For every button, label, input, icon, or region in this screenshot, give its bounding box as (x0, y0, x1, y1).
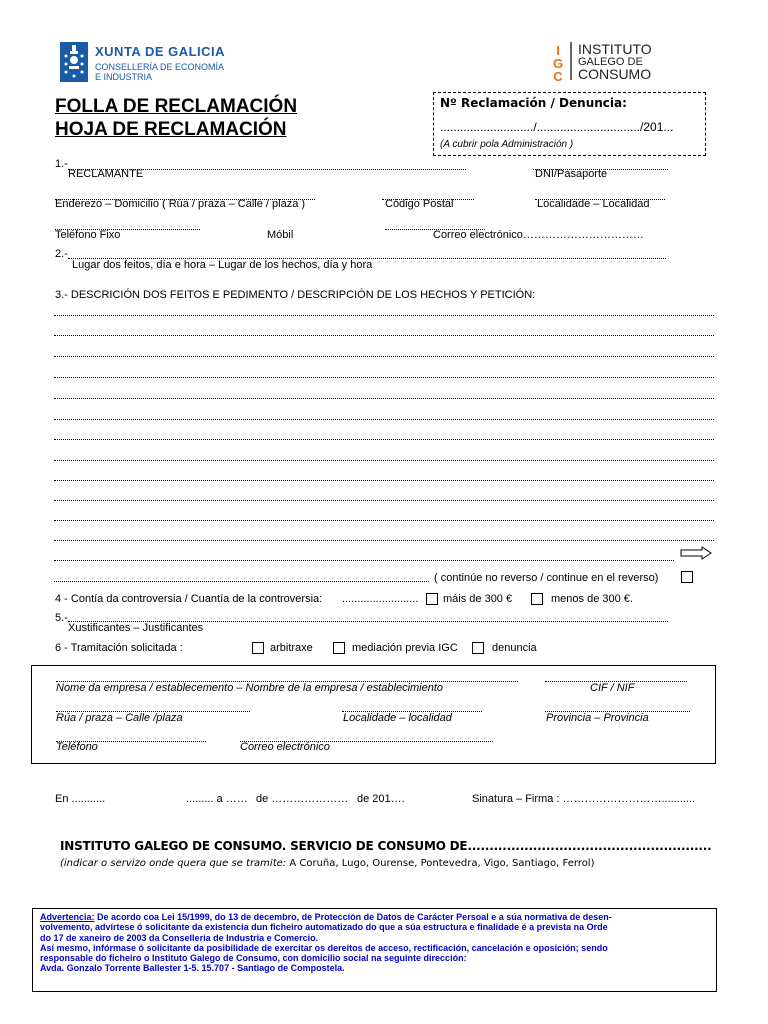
igc-logo-mark (548, 42, 568, 82)
codigo-postal-label: Código Postal (385, 198, 454, 210)
svg-text:I: I (556, 43, 560, 58)
company-name-label: Nome da empresa / establecemento – Nombre de la empresa / establecimiento (56, 682, 444, 694)
service-note (60, 858, 595, 869)
service-title[interactable]: INSTITUTO GALEGO DE CONSUMO. SERVICIO DE CONSUMO DE........................................................ (60, 839, 712, 853)
section2-number: 2.- (55, 248, 68, 260)
igc-line3: CONSUMO (578, 66, 652, 82)
more-than-300-checkbox[interactable] (426, 593, 438, 605)
warning-line1 (40, 912, 710, 922)
xunta-name: XUNTA DE GALICIA (95, 44, 226, 59)
xunta-logo (60, 42, 88, 82)
igc-logo-icon (548, 42, 568, 82)
igc-divider (570, 42, 572, 80)
company-correo-label: Correo electrónico (240, 741, 330, 753)
description-line[interactable] (54, 335, 714, 336)
section5-number: 5.- (55, 612, 68, 624)
description-line[interactable] (54, 500, 714, 501)
svg-text:C: C (553, 69, 563, 82)
description-line[interactable] (54, 560, 674, 561)
continue-arrow-icon (680, 546, 712, 565)
section2-label: Lugar dos feitos, día e hora – Lugar de los hechos, día y hora (72, 259, 373, 271)
description-line[interactable] (54, 460, 714, 461)
warning-line2: volvemento, advírtese ó solicitante da existencia dun ficheiro automatizado do que a súa estructura e finalidade é a prevista na Orde (40, 922, 608, 933)
description-line[interactable] (54, 439, 714, 440)
company-rua-label: Rúa / praza – Calle /plaza (56, 712, 183, 724)
description-line[interactable] (54, 581, 429, 582)
warning-line5: responsable do ficheiro o Instituto Galego de Consumo, con domicilio social na seguinte dirección: (40, 953, 467, 964)
signature-sinatura[interactable]: Sinatura – Firma : ………………………........... (472, 793, 696, 805)
xunta-shield-icon (60, 42, 88, 82)
mediacion-label: mediación previa IGC (352, 642, 458, 654)
admin-box-number-line[interactable]: ............................/.............................../201... (440, 120, 674, 134)
section1-number: 1.- (55, 158, 68, 170)
mediacion-checkbox[interactable] (333, 642, 345, 654)
signature-de1[interactable]: de ………………… (256, 793, 349, 805)
arbitraxe-checkbox[interactable] (252, 642, 264, 654)
xunta-dept-line2: E INDUSTRIA (95, 72, 153, 82)
reclamante-label: RECLAMANTE (68, 168, 144, 180)
admin-box-label: Nº Reclamación / Denuncia: (440, 96, 627, 110)
less-than-300-label: menos de 300 €. (551, 593, 633, 605)
warning-line6: Avda. Gonzalo Torrente Ballester 1-5. 15.707 - Santiago de Compostela. (40, 963, 345, 974)
arbitraxe-label: arbitraxe (270, 642, 313, 654)
description-line[interactable] (54, 315, 714, 316)
warning-line3: do 17 de xaneiro de 2003 da Consellería de Industria e Comercio. (40, 932, 319, 943)
correo-label[interactable]: Correo electrónico…………………………… (433, 229, 644, 241)
description-line[interactable] (54, 480, 714, 481)
denuncia-label: denuncia (492, 642, 537, 654)
mobil-label: Móbil (267, 229, 294, 241)
description-line[interactable] (54, 398, 714, 399)
service-note-places: A Coruña, Lugo, Ourense, Pontevedra, Vigo, Santiago, Ferrol) (289, 858, 595, 869)
company-telefono-label: Teléfono (56, 741, 98, 753)
warning-text (40, 912, 710, 974)
telefono-fixo-label: Teléfono Fixo (55, 229, 121, 241)
warning-label: Advertencia: (40, 912, 95, 922)
title-line1: FOLLA DE RECLAMACIÓN (55, 96, 298, 117)
title-line2: HOJA DE RECLAMACIÓN (55, 119, 287, 140)
section5-label: Xustificantes – Justificantes (68, 622, 204, 634)
denuncia-checkbox[interactable] (472, 642, 484, 654)
warning-line4: Así mesmo, infórmase ó solicitante da posibilidade de exercitar os dereitos de acceso, rectificación, cancelación e oposición; sendo (40, 942, 608, 953)
enderezo-label: Enderezo – Domicilio ( Rúa / praza – Calle / plaza ) (55, 198, 306, 210)
igc-line1: INSTITUTO (578, 41, 652, 57)
company-provincia-label: Provincia – Provincia (546, 712, 649, 724)
signature-a[interactable]: ......... a …… (186, 793, 248, 805)
service-note-italic: (indicar o servizo onde quera que se tramite: (60, 858, 287, 869)
less-than-300-checkbox[interactable] (531, 593, 543, 605)
warning-text1: De acordo coa Lei 15/1999, do 13 de decembro, de Protección de Datos de Carácter Persoal e a súa normativa de desen- (97, 912, 612, 922)
description-line[interactable] (54, 540, 714, 541)
dni-label: DNI/Pasaporte (535, 168, 608, 180)
continue-note: ( continúe no reverso / continue en el reverso) (434, 572, 659, 584)
igc-line2: GALEGO DE (578, 56, 643, 68)
continue-checkbox[interactable] (681, 571, 693, 583)
localidade-label: Localidade – Localidad (537, 198, 650, 210)
more-than-300-label: máis de 300 € (443, 593, 513, 605)
signature-de2[interactable]: de 201…. (357, 793, 405, 805)
admin-box-note: (A cubrir pola Administración ) (440, 139, 574, 150)
signature-en[interactable]: En ........... (55, 793, 106, 805)
xunta-dept-line1: CONSELLERÍA DE ECONOMÍA (95, 62, 225, 72)
description-line[interactable] (54, 377, 714, 378)
section4-label: 4 - Contía da controversia / Cuantía de la controversia: (55, 593, 323, 605)
section4-amount-field[interactable]: ......................... (342, 593, 419, 605)
description-line[interactable] (54, 520, 714, 521)
description-line[interactable] (54, 356, 714, 357)
cif-label: CIF / NIF (590, 682, 635, 694)
company-localidade-label: Localidade – localidad (343, 712, 452, 724)
section3-label: 3.- DESCRICIÓN DOS FEITOS E PEDIMENTO / DESCRIPCIÓN DE LOS HECHOS Y PETICIÓN: (55, 289, 536, 301)
description-line[interactable] (54, 419, 714, 420)
section6-label: 6 - Tramitación solicitada : (55, 642, 183, 654)
svg-text:G: G (552, 56, 564, 71)
